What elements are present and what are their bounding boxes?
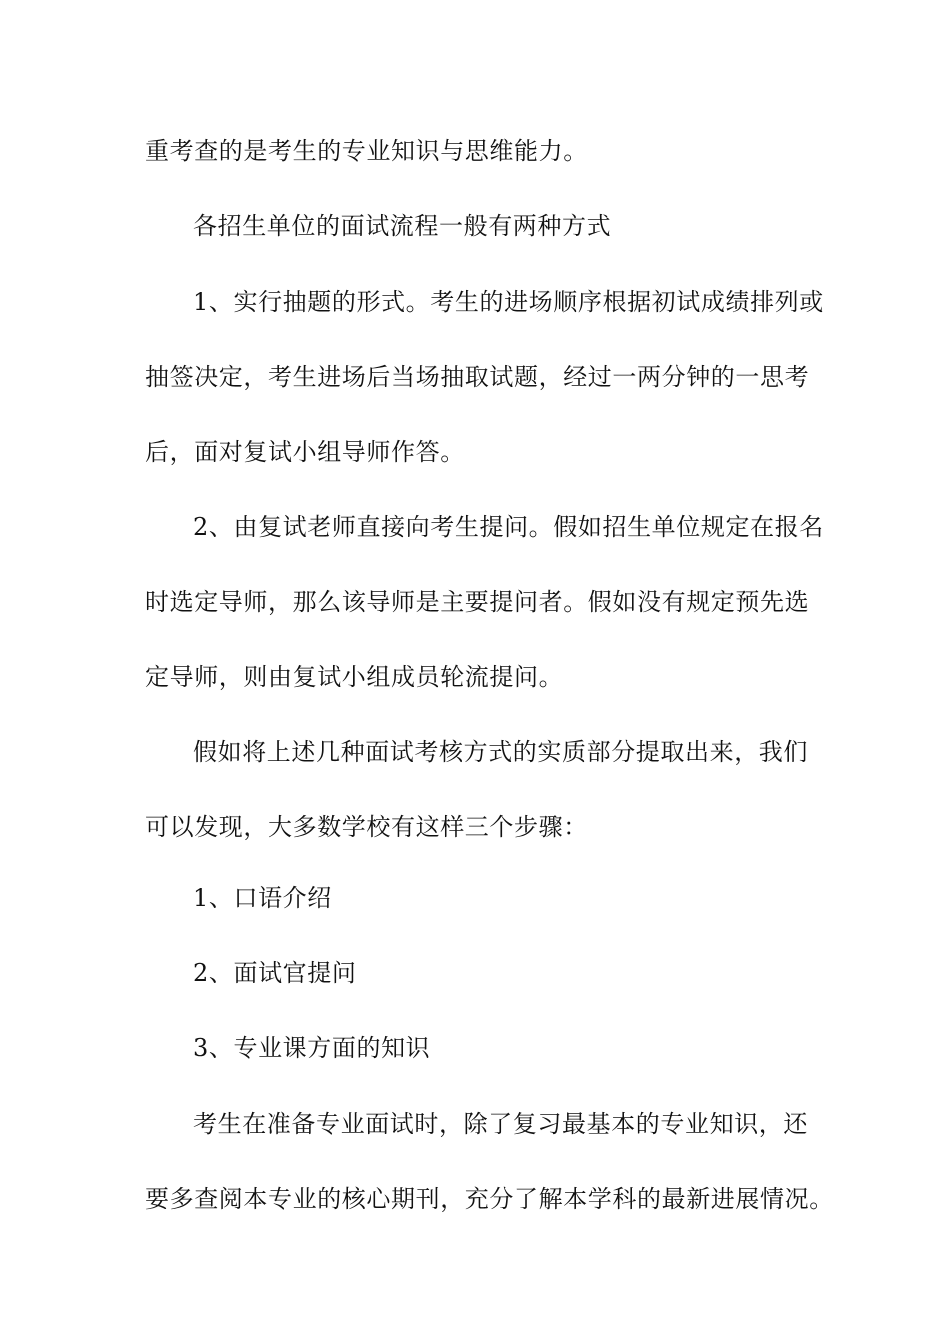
text-line-3: 1、实行抽题的形式。考生的进场顺序根据初试成绩排列或 xyxy=(193,288,824,316)
text-line-14: 考生在准备专业面试时，除了复习最基本的专业知识，还 xyxy=(193,1110,808,1138)
text-line-10: 可以发现，大多数学校有这样三个步骤： xyxy=(145,813,588,841)
text-line-12: 2、面试官提问 xyxy=(193,959,357,987)
text-line-13: 3、专业课方面的知识 xyxy=(193,1034,431,1062)
text-line-9: 假如将上述几种面试考核方式的实质部分提取出来，我们 xyxy=(193,738,808,766)
text-line-6: 2、由复试老师直接向考生提问。假如招生单位规定在报名 xyxy=(193,513,824,541)
text-line-7: 时选定导师，那么该导师是主要提问者。假如没有规定预先选 xyxy=(145,588,810,616)
text-line-15: 要多查阅本专业的核心期刊，充分了解本学科的最新进展情况。 xyxy=(145,1185,834,1213)
text-line-2: 各招生单位的面试流程一般有两种方式 xyxy=(193,212,612,240)
text-line-4: 抽签决定，考生进场后当场抽取试题，经过一两分钟的一思考 xyxy=(145,363,810,391)
text-line-1: 重考查的是考生的专业知识与思维能力。 xyxy=(145,137,588,165)
text-line-11: 1、口语介绍 xyxy=(193,884,332,912)
text-line-5: 后，面对复试小组导师作答。 xyxy=(145,438,465,466)
text-line-8: 定导师，则由复试小组成员轮流提问。 xyxy=(145,663,564,691)
